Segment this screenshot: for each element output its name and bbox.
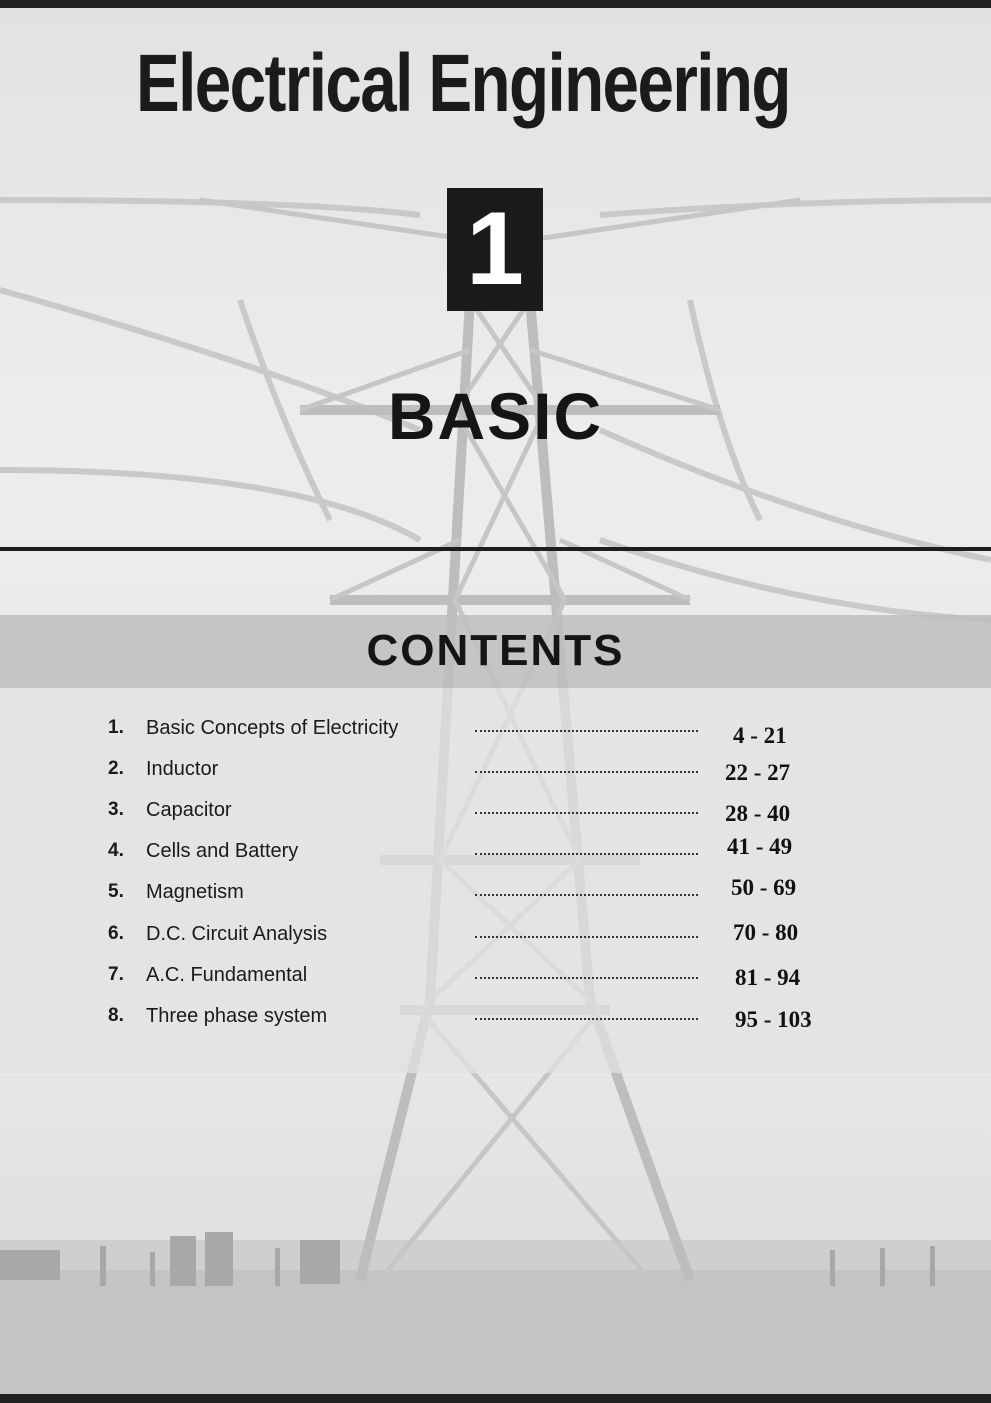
volume-number-badge: 1 (447, 188, 543, 311)
toc-leader-dots (475, 1018, 698, 1020)
contents-heading: CONTENTS (366, 626, 625, 675)
toc-page-range: 28 - 40 (725, 801, 791, 826)
toc-chapter-title: Capacitor (146, 799, 232, 821)
toc-chapter-title: Cells and Battery (146, 840, 299, 862)
toc-page-range: 81 - 94 (735, 965, 801, 990)
toc-leader-dots (475, 730, 698, 732)
subject-title: BASIC (387, 379, 604, 453)
toc-row[interactable] (0, 875, 991, 910)
toc-row[interactable] (0, 716, 991, 746)
toc-row[interactable] (0, 757, 991, 787)
toc-leader-dots (475, 771, 698, 773)
toc-number: 1. (108, 717, 124, 738)
toc-page-range: 50 - 69 (731, 875, 797, 900)
toc-chapter-title: A.C. Fundamental (146, 964, 308, 986)
toc-chapter-title: Inductor (146, 758, 219, 780)
toc-chapter-title: Basic Concepts of Electricity (146, 717, 399, 739)
toc-leader-dots (475, 853, 698, 855)
toc-number: 7. (108, 964, 124, 985)
toc-leader-dots (475, 936, 698, 938)
toc-page-range: 70 - 80 (733, 920, 799, 945)
bottom-border-rule (0, 1394, 991, 1403)
toc-chapter-title: Three phase system (146, 1005, 328, 1027)
toc-number: 3. (108, 799, 124, 820)
toc-row[interactable] (0, 1004, 991, 1034)
toc-number: 4. (108, 840, 124, 861)
toc-page-range: 41 - 49 (727, 834, 793, 859)
book-title: Electrical Engineering (136, 38, 790, 129)
toc-row[interactable] (0, 922, 991, 952)
toc-row[interactable] (0, 963, 991, 993)
toc-number: 2. (108, 758, 124, 779)
toc-page-range: 4 - 21 (733, 723, 787, 748)
toc-number: 8. (108, 1005, 124, 1026)
toc-chapter-title: D.C. Circuit Analysis (146, 923, 328, 945)
toc-chapter-title: Magnetism (146, 881, 244, 903)
toc-page-range: 22 - 27 (725, 760, 791, 785)
toc-leader-dots (475, 977, 698, 979)
toc-row[interactable] (0, 798, 991, 828)
toc-number: 5. (108, 881, 124, 902)
toc-number: 6. (108, 923, 124, 944)
toc-row[interactable] (0, 834, 991, 869)
toc-leader-dots (475, 894, 698, 896)
toc-page-range: 95 - 103 (735, 1007, 812, 1032)
toc-leader-dots (475, 812, 698, 814)
